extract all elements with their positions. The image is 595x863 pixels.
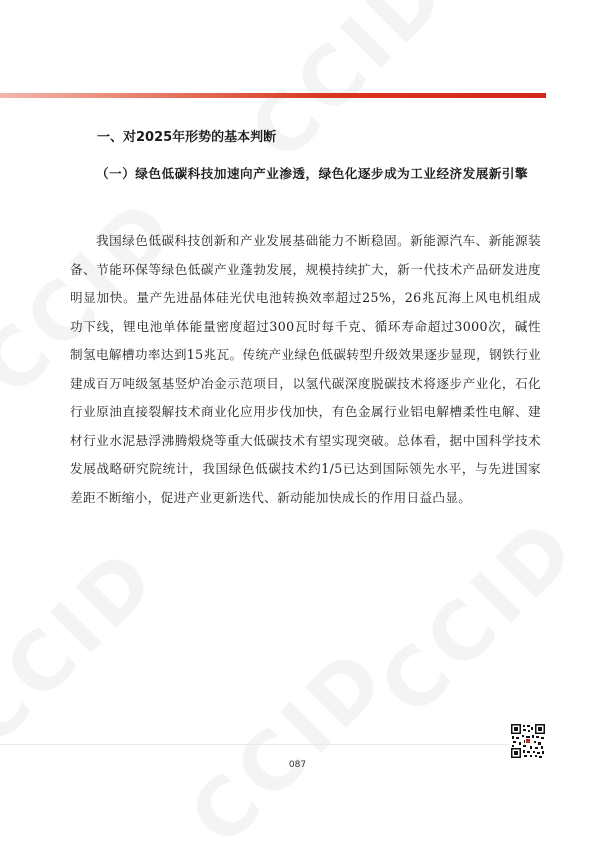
watermark <box>232 0 466 178</box>
watermark <box>0 530 176 764</box>
subsection-heading: （一）绿色低碳科技加速向产业渗透，绿色化逐步成为工业经济发展新引擎 <box>96 166 529 181</box>
section-heading: 一、对2025年形势的基本判断 <box>97 130 277 145</box>
watermark <box>172 630 406 863</box>
watermark <box>362 500 595 734</box>
footer-rule <box>0 744 546 745</box>
body-paragraph: 我国绿色低碳科技创新和产业发展基础能力不断稳固。新能源汽车、新能源装备、节能环保等绿色低碳产业蓬勃发展，规模持续扩大，新一代技术产品研发进度明显加快。量产先进晶体硅光伏电池转换效率超过25%，26兆瓦海上风电机组成功下线，锂电池单体能量密度超过300瓦时每千克、循环寿命超过3000次，碱性制氢电解槽功率达到15兆瓦。传统产业绿色低碳转型升级效果逐步显现，钢铁行业建成百万吨级氢基竖炉冶金示范项目，以氢代碳深度脱碳技术将逐步产业化，石化行业原油直接裂解技术商业化应用步伐加快，有色金属行业铝电解槽柔性电解、建材行业水泥悬浮沸腾煅烧等重大低碳技术有望实现突破。总体看，据中国科学技术发展战略研究院统计，我国绿色低碳技术约1/5已达到国际领先水平，与先进国家差距不断缩小，促进产业更新迭代、新动能加快成长的作用日益凸显。 <box>70 233 541 505</box>
header-rule <box>0 93 546 98</box>
page-number: 087 <box>288 760 307 770</box>
qr-code-icon <box>510 723 546 759</box>
